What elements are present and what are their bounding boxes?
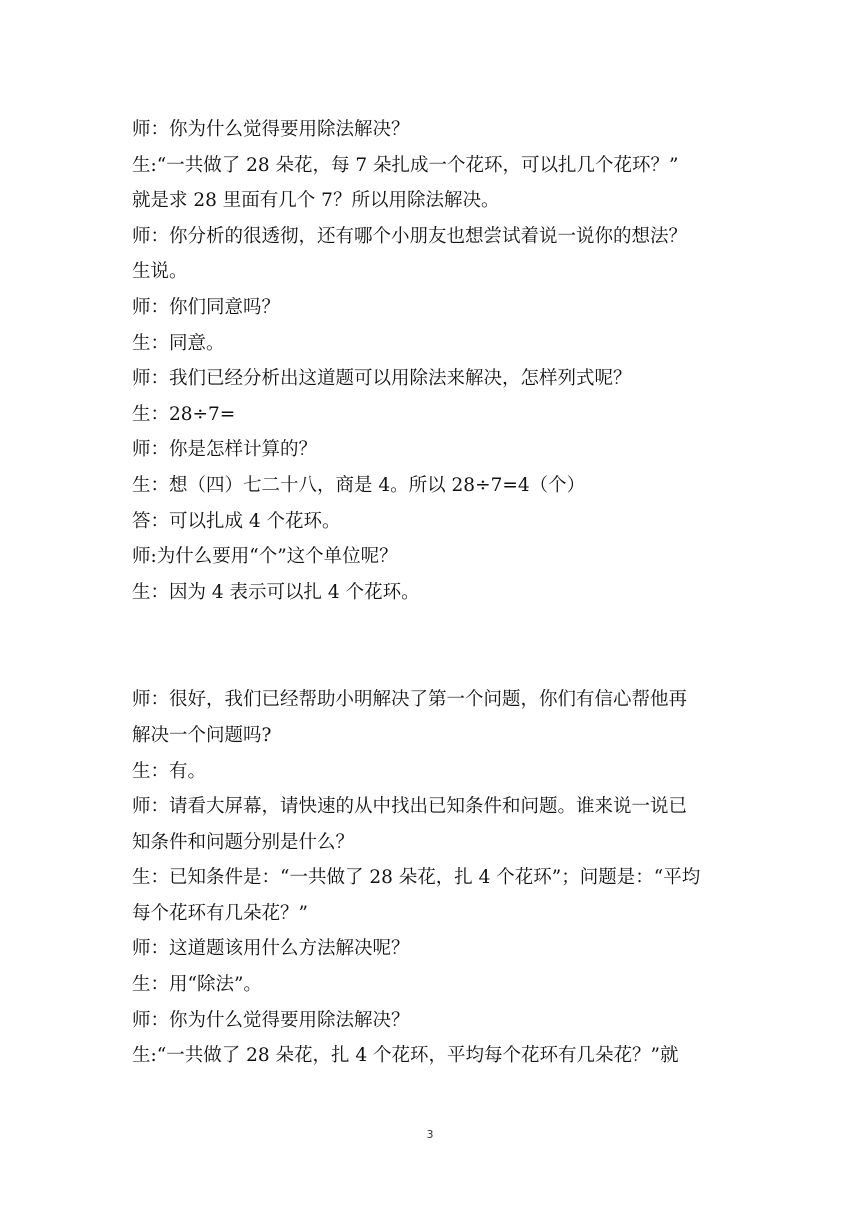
dialogue-block-2 [132, 682, 732, 1074]
text-line: 答：可以扎成 4 个花环。 [132, 510, 341, 532]
text-line: 生：想（四）七二十八，商是 4。所以 28÷7=4（个） [132, 474, 586, 496]
text-line: 就是求 28 里面有几个 7？所以用除法解决。 [132, 190, 500, 212]
text-line: 生说。 [132, 261, 188, 283]
text-line: 知条件和问题分别是什么？ [132, 831, 355, 853]
text-line: 师：你为什么觉得要用除法解决？ [132, 119, 410, 140]
text-line: 生：同意。 [132, 332, 225, 354]
page-body [132, 112, 732, 1074]
text-line: 师：你们同意吗？ [132, 296, 281, 318]
text-line: 师：你是怎样计算的？ [132, 439, 318, 461]
text-line: 师：这道题该用什么方法解决呢？ [132, 938, 410, 960]
paragraph-gap [132, 610, 732, 682]
text-line: 每个花环有几朵花？” [132, 902, 308, 924]
text-line: 解决一个问题吗? [132, 724, 272, 746]
text-line: 生:“一共做了 28 朵花，扎 4 个花环，平均每个花环有几朵花？”就 [132, 1045, 679, 1067]
text-line: 生：用“除法”。 [132, 974, 262, 996]
text-line: 生：已知条件是：“一共做了 28 朵花，扎 4 个花环”；问题是：“平均 [132, 867, 701, 889]
text-line: 生:“一共做了 28 朵花，每 7 朵扎成一个花环，可以扎几个花环？” [132, 154, 679, 176]
text-line: 师：很好，我们已经帮助小明解决了第一个问题，你们有信心帮他再 [132, 689, 688, 711]
text-line: 师:为什么要用“个”这个单位呢？ [132, 546, 398, 568]
text-line: 生：因为 4 表示可以扎 4 个花环。 [132, 581, 420, 603]
text-line: 师：你为什么觉得要用除法解决？ [132, 1009, 410, 1031]
text-line: 师：请看大屏幕，请快速的从中找出已知条件和问题。谁来说一说已 [132, 796, 688, 818]
text-line: 生：有。 [132, 760, 207, 782]
page-number: 3 [426, 1128, 434, 1141]
text-line: 师：我们已经分析出这道题可以用除法来解决，怎样列式呢？ [132, 368, 632, 390]
dialogue-block-1 [132, 112, 732, 610]
text-line: 生：28÷7= [132, 403, 236, 425]
text-line: 师：你分析的很透彻，还有哪个小朋友也想尝试着说一说你的想法？ [132, 225, 688, 247]
